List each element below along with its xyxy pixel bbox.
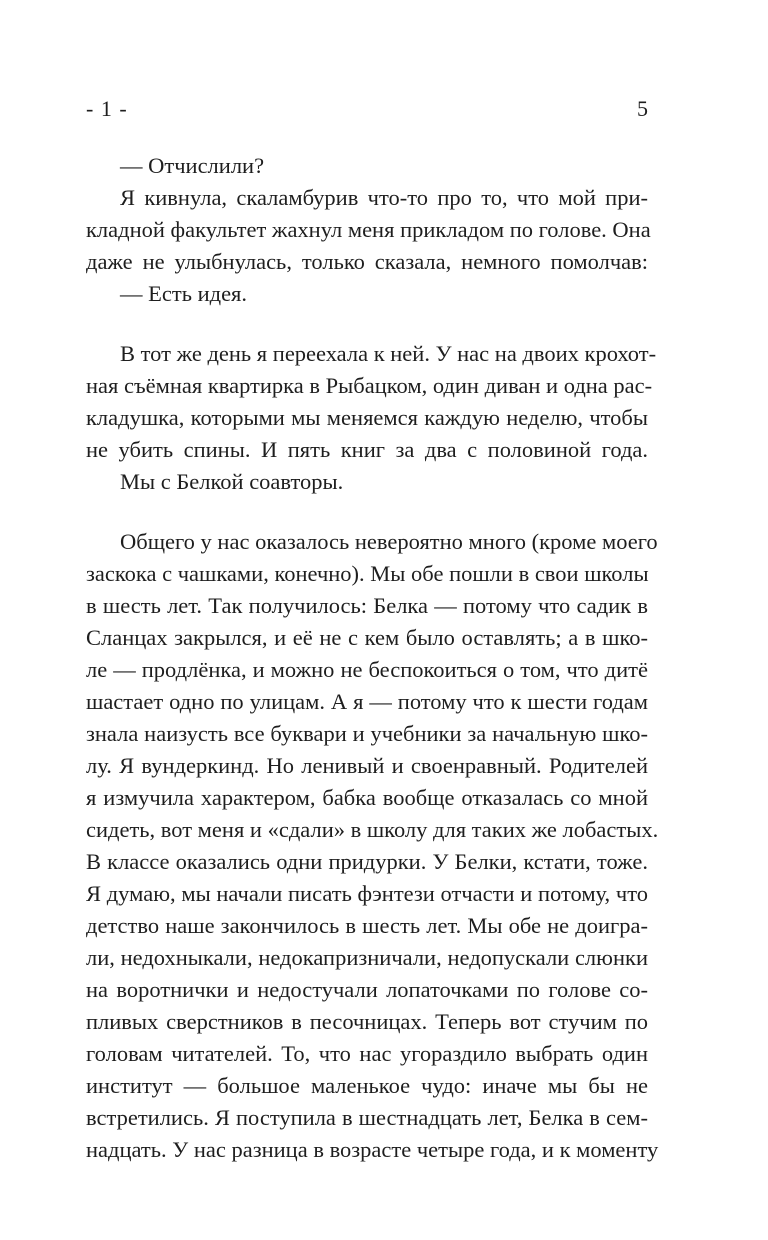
text-line: знала наизусть все буквари и учебники за начальную шко- xyxy=(86,721,648,746)
text-line: — Отчислили? xyxy=(120,153,265,178)
text-line: Сланцах закрылся, и её не с кем было оставлять; а в шко- xyxy=(86,625,648,650)
section-break xyxy=(86,310,648,338)
text-line: я измучила характером, бабка вообще отказалась со мной xyxy=(86,785,648,810)
narrative-paragraph xyxy=(86,526,659,1166)
dialogue-paragraph xyxy=(86,278,648,310)
text-line: кладной факультет жахнул меня прикладом по голове. Она xyxy=(86,217,651,242)
text-line: на воротнички и недостучали лопаточками по голове со- xyxy=(86,977,648,1002)
text-line: даже не улыбнулась, только сказала, немного помолчав: xyxy=(86,249,648,274)
text-line: ле — продлёнка, и можно не беспокоиться о том, что дитё xyxy=(86,657,648,682)
text-line: В тот же день я переехала к ней. У нас на двоих крохот- xyxy=(120,341,657,366)
text-line: институт — большое маленькое чудо: иначе мы бы не xyxy=(86,1073,648,1098)
text-line: кладушка, которыми мы меняемся каждую неделю, чтобы xyxy=(86,405,648,430)
text-line: головам читателей. То, что нас угораздило выбрать один xyxy=(86,1041,648,1066)
page-number: 5 xyxy=(637,96,648,121)
text-line: лу. Я вундеркинд. Но ленивый и своенравный. Родителей xyxy=(86,753,648,778)
text-line: не убить спины. И пять книг за два с половиной года. xyxy=(86,437,648,462)
text-line: Я думаю, мы начали писать фэнтези отчасти и потому, что xyxy=(86,881,648,906)
text-line: шастает одно по улицам. А я — потому что к шести годам xyxy=(86,689,648,714)
text-line: — Есть идея. xyxy=(120,281,248,306)
text-line: встретились. Я поступила в шестнадцать лет, Белка в сем- xyxy=(86,1105,648,1130)
text-line: детство наше закончилось в шесть лет. Мы обе не доигра- xyxy=(86,913,648,938)
narrative-paragraph xyxy=(86,338,657,466)
text-line: надцать. У нас разница в возрасте четыре года, и к моменту xyxy=(86,1137,659,1162)
text-line: сидеть, вот меня и «сдали» в школу для таких же лобастых. xyxy=(86,817,659,842)
text-line: Общего у нас оказалось невероятно много (кроме моего xyxy=(120,529,658,554)
text-line: В классе оказались одни придурки. У Белки, кстати, тоже. xyxy=(86,849,648,874)
text-line: ли, недохныкали, недокапризничали, недопускали слюнки xyxy=(86,945,648,970)
narrative-paragraph xyxy=(86,182,651,278)
chapter-marker: - 1 - xyxy=(86,96,128,121)
page-body xyxy=(86,150,659,1166)
text-line: Я кивнула, скаламбурив что-то про то, что мой при- xyxy=(120,185,648,210)
text-line: в шесть лет. Так получилось: Белка — потому что садик в xyxy=(86,593,648,618)
text-line: пливых сверстников в песочницах. Теперь вот стучим по xyxy=(86,1009,648,1034)
narrative-paragraph xyxy=(86,466,648,498)
section-break xyxy=(86,498,648,526)
dialogue-paragraph xyxy=(86,150,648,182)
running-header xyxy=(86,94,648,124)
text-line: Мы с Белкой соавторы. xyxy=(120,469,344,494)
text-line: заскока с чашками, конечно). Мы обе пошли в свои школы xyxy=(86,561,649,586)
text-line: ная съёмная квартирка в Рыбацком, один диван и одна рас- xyxy=(86,373,653,398)
